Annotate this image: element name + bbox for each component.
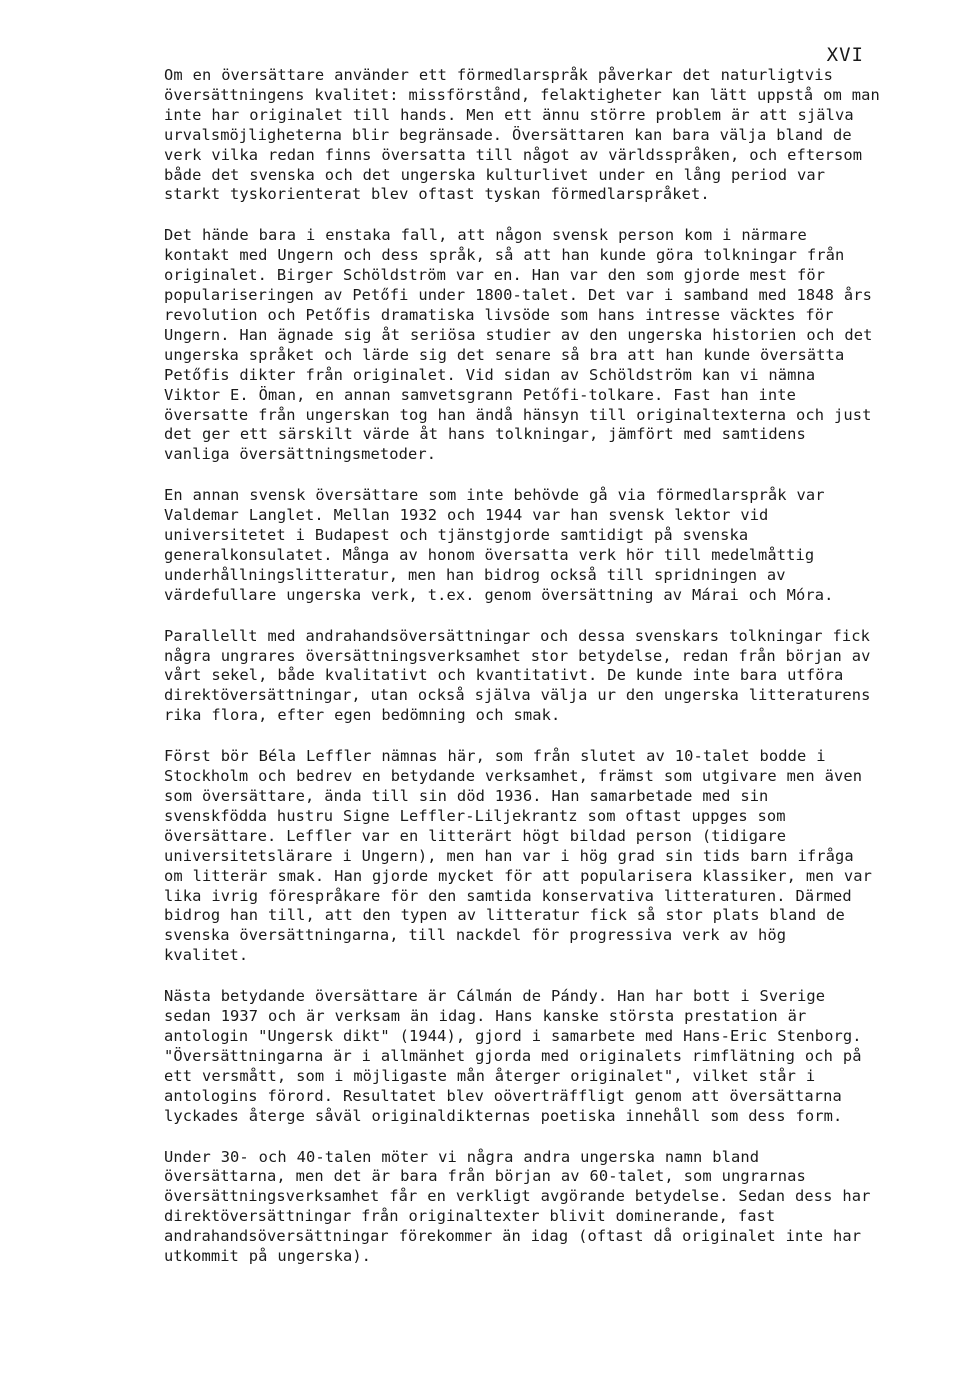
page-number: XVI <box>826 44 864 66</box>
paragraph-4: Parallellt med andrahandsöversättningar och dessa svenskars tolkningar fick några ungrares översättningsverksamhet stor betydelse, redan från början av vårt sekel, både kvalitativt och kvantitativt. De kunde inte bara utföra direktöversättningar, utan också själva välja ur den ungerska litteraturens rika flora, efter egen bedömning och smak. <box>164 626 871 725</box>
body-text <box>164 66 880 1288</box>
paragraph-1: Om en översättare använder ett förmedlarspråk påverkar det naturligtvis översättningens kvalitet: missförstånd, felaktigheter kan lätt uppstå om man inte har originalet till hands. Men ett ännu större problem är att själva urvalsmöjligheterna blir begränsade. Översättaren kan bara välja bland de verk vilka redan finns översatta till något av världsspråken, och eftersom både det svenska och det ungerska kulturlivet under en lång period var starkt tyskorienterat blev oftast tyskan förmedlarspråket. <box>164 66 880 204</box>
paragraph-2: Det hände bara i enstaka fall, att någon svensk person kom i närmare kontakt med Ungern och dess språk, så att han kunde göra tolkningar från originalet. Birger Schöldström var en. Han var den som gjorde mest för populariseringen av Petőfi under 1800-talet. Det var i samband med 1848 års revolution och Petőfis dramatiska livsöde som hans intresse väcktes för Ungern. Han ägnade sig åt seriösa studier av den ungerska historien och det ungerska språket och lärde sig det senare så bra att han kunde översätta Petőfis dikter från originalet. Vid sidan av Schöldström kan vi nämna Viktor E. Öman, en annan samvetsgrann Petőfi-tolkare. Fast han inte översatte från ungerskan tog han ändå hänsyn till originaltexterna och just det ger ett särskilt värde åt hans tolkningar, jämfört med samtidens vanliga översättningsmetoder. <box>164 226 873 464</box>
paragraph-6: Nästa betydande översättare är Cálmán de Pándy. Han har bott i Sverige sedan 1937 och är verksam än idag. Hans kanske största prestation är antologin "Ungersk dikt" (1944), gjord i samarbete med Hans-Eric Stenborg. "Översättningarna är i allmänhet gjorda med originalets rimflätning och på ett versmått, som i möjligaste mån återger originalet", vilket står i antologins förord. Resultatet blev oöverträffligt genom att översättarna lyckades återge såväl originaldikternas poetiska innehåll som dess form. <box>164 987 862 1125</box>
paragraph-5: Först bör Béla Leffler nämnas här, som från slutet av 10-talet bodde i Stockholm och bedrev en betydande verksamhet, främst som utgivare men även som översättare, ända till sin död 1936. Han samarbetade med sin svenskfödda hustru Signe Leffler-Liljekrantz som oftast uppges som översättare. Leffler var en litterärt högt bildad person (tidigare universitetslärare i Ungern), men han var i hög grad sin tids barn ifråga om litterär smak. Han gjorde mycket för att popularisera klassiker, men var lika ivrig förespråkare för den samtida konservativa litteraturen. Därmed bidrog han till, att den typen av litteratur fick så stor plats bland de svenska översättningarna, till nackdel för progressiva verk av hög kvalitet. <box>164 747 872 965</box>
paragraph-7: Under 30- och 40-talen möter vi några andra ungerska namn bland översättarna, men det är bara från början av 60-talet, som ungrarnas översättningsverksamhet får en verkligt avgörande betydelse. Sedan dess har direktöversättningar från originaltexter blivit dominerande, fast andrahandsöversättningar förekommer än idag (oftast då originalet inte har utkommit på ungerska). <box>164 1147 871 1266</box>
paragraph-3: En annan svensk översättare som inte behövde gå via förmedlarspråk var Valdemar Langlet. Mellan 1932 och 1944 var han svensk lektor vid universitetet i Budapest och tjänstgjorde samtidigt på svenska generalkonsulatet. Många av honom översatta verk hör till medelmåttig underhållningslitteratur, men han bidrog också till spridningen av värdefullare ungerska verk, t.ex. genom översättning av Márai och Móra. <box>164 486 834 604</box>
